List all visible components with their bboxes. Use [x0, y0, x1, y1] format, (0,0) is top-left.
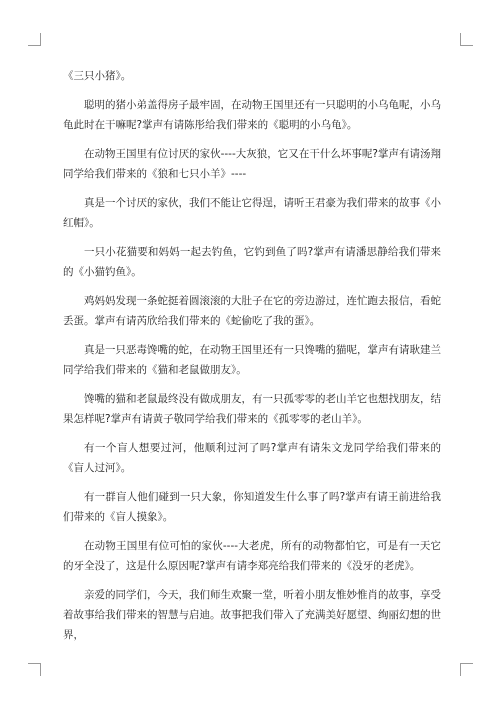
paragraph: 聪明的猪小弟盖得房子最牢固，在动物王国里还有一只聪明的小乌龟呢，小乌龟此时在干嘛呢?掌声有请陈彤给我们带来的《聪明的小乌龟》。	[63, 99, 441, 131]
paragraph: 有一群盲人他们碰到一只大象，你知道发生什么事了吗?掌声有请王前进给我们带来的《盲人摸象》。	[63, 491, 441, 523]
paragraph: 亲爱的同学们，今天，我们师生欢聚一堂，听着小朋友惟妙惟肖的故事，享受着故事给我们带来的智慧与启迪。故事把我们带入了充满美好愿望、绚丽幻想的世界，	[63, 589, 441, 641]
paragraph: 在动物王国里有位可怕的家伙----大老虎，所有的动物都怕它，可是有一天它的牙全没了，这是什么原因呢?掌声有请李郑亮给我们带来的《没牙的老虎》。	[63, 540, 441, 572]
paragraph: 《三只小猪》。	[63, 70, 132, 82]
paragraph: 有一个盲人想要过河，他顺利过河了吗?掌声有请朱文龙同学给我们带来的《盲人过河》。	[63, 442, 441, 474]
paragraph: 真是一只恶毒馋嘴的蛇，在动物王国里还有一只馋嘴的猫呢，掌声有请耿建兰同学给我们带来的《猫和老鼠做朋友》。	[63, 344, 441, 376]
paragraph: 鸡妈妈发现一条蛇挺着圆滚滚的大肚子在它的旁边游过，连忙跑去报信，看蛇丢蛋。掌声有请芮欣给我们带来的《蛇偷吃了我的蛋》。	[63, 295, 441, 327]
crop-mark-bottom-left	[28, 663, 41, 676]
paragraph: 馋嘴的猫和老鼠最终没有做成朋友，有一只孤零零的老山羊它也想找朋友，结果怎样呢?掌声有请黄子敬同学给我们带来的《孤零零的老山羊》。	[63, 393, 441, 425]
crop-mark-bottom-right	[460, 663, 473, 676]
paragraph: 一只小花猫要和妈妈一起去钓鱼，它钓到鱼了吗?掌声有请潘思静给我们带来的《小猫钓鱼》。	[63, 246, 441, 278]
paragraph: 真是一个讨厌的家伙，我们不能让它得逞，请听王君豪为我们带来的故事《小红帽》。	[63, 197, 441, 229]
crop-mark-top-right	[460, 33, 473, 46]
document-body	[63, 66, 441, 645]
crop-mark-top-left	[28, 33, 41, 46]
paragraph: 在动物王国里有位讨厌的家伙----大灰狼，它又在干什么坏事呢?掌声有请汤翔同学给我们带来的《狼和七只小羊》----	[63, 148, 441, 180]
